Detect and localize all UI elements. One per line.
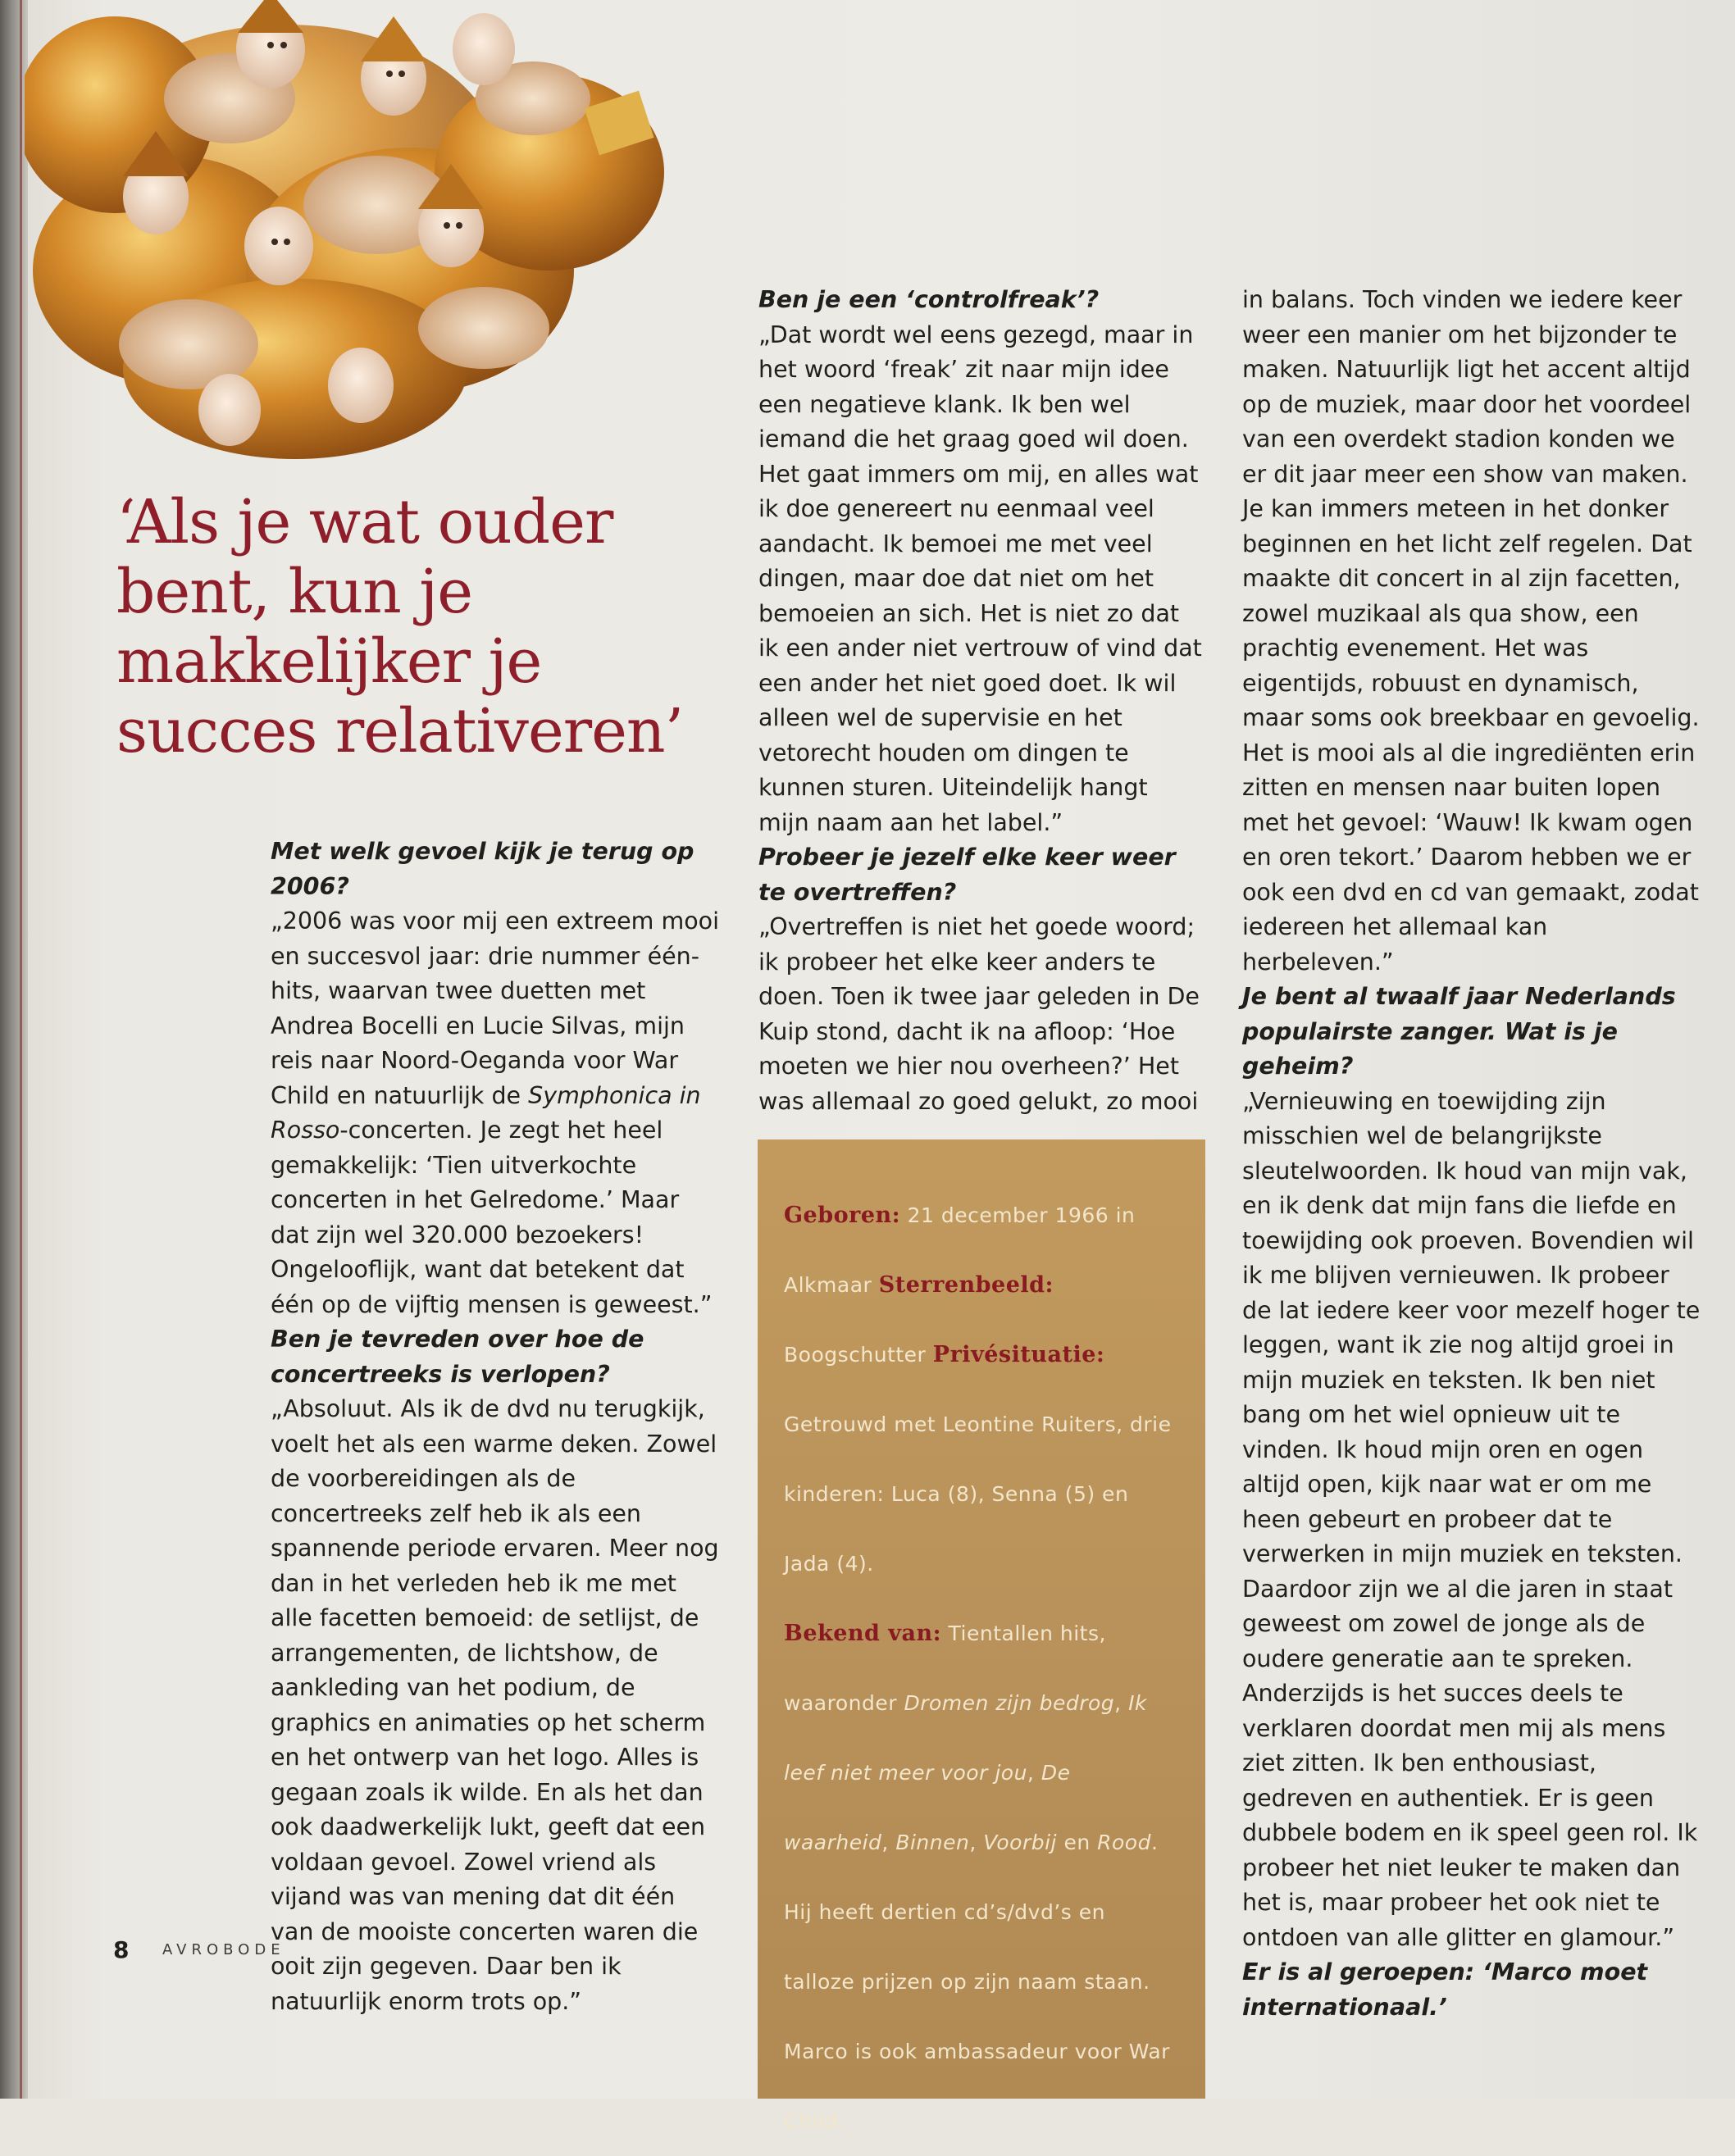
separator: en — [1057, 1831, 1098, 1854]
answer-1 — [271, 904, 723, 1322]
question-2: Ben je tevreden over hoe de concertreeks is verlopen? — [271, 1326, 644, 1388]
born-label: Geboren: — [784, 1203, 901, 1228]
text-column-1 — [271, 835, 723, 2019]
answer-4: „Overtreffen is niet het goede woord; ik probeer het elke keer anders te doen. Toen ik twee jaar geleden in De Kuip stond, dacht ik na afloop: ‘Hoe moeten we hier nou overheen?’ Het was allemaal zo goed gelukt, zo mooi — [758, 913, 1200, 1115]
question-3: Ben je een ‘controlfreak’? — [758, 286, 1100, 313]
separator: , — [1114, 1691, 1129, 1715]
answer-1-text-a: „2006 was voor mij een extreem mooi en succesvol jaar: drie nummer één-hits, waarvan twee duetten met Andrea Bocelli en Lucie Silvas, mijn reis naar Noord-Oeganda voor War Child en natuurlijk de — [271, 907, 720, 1109]
separator: , — [881, 1831, 896, 1854]
known-outro: . Hij heeft dertien cd’s/dvd’s en talloze prijzen op zijn naam staan. Marco is ook ambassadeur voor War Child. — [784, 1831, 1170, 2133]
question-5: Je bent al twaalf jaar Nederlands populairste zanger. Wat is je geheim? — [1242, 983, 1676, 1080]
sign-value: Boogschutter — [784, 1343, 933, 1367]
question-6: Er is al geroepen: ‘Marco moet internationaal.’ — [1242, 1958, 1648, 2021]
answer-4-continued: in balans. Toch vinden we iedere keer weer een manier om het bijzonder te maken. Natuurlijk ligt het accent altijd op de muziek, maar door het voordeel van een overdekt stadion konden we er dit jaar meer een show van maken. Je kan immers meteen in het donker beginnen en het licht zelf regelen. Dat maakte dit concert in al zijn facetten, zowel muzikaal als qua show, een prachtig evenement. Het was eigentijds, robuust en dynamisch, maar soms ook breekbaar en gevoelig. Het is mooi als al die ingrediënten erin zitten en mensen naar buiten lopen met het gevoel: ‘Wauw! Ik kwam ogen en oren tekort.’ Daarom hebben we er ook een dvd en cd van gemaakt, zodat iedereen het allemaal kan herbeleven.” — [1242, 286, 1700, 976]
answer-5: „Vernieuwing en toewijding zijn misschien wel de belangrijkste sleutelwoorden. Ik houd van mijn vak, en ik denk dat mijn fans die liefde en toewijding ook proeven. Bovendien wil ik me blijven vernieuwen. Ik probeer de lat iedere keer voor mezelf hoger te leggen, want ik zie nog altijd groei in mijn muziek en teksten. Ik ben niet bang om het wiel opnieuw uit te vinden. Ik houd mijn oren en ogen altijd open, kijk naar wat er om me heen gebeurt en probeer dat te verwerken in mijn muziek en teksten. Daardoor zijn we al die jaren in staat geweest om zowel de jonge als de oudere generatie aan te spreken. Anderzijds is het succes deels te verklaren doordat men mij als mens ziet zitten. Ik ben enthousiast, gedreven en authentiek. Er is geen dubbele bodem en ik speel geen rol. Ik probeer het niet leuker te maken dan het is, maar probeer het ook niet te ontdoen van alle glitter en glamour.” — [1242, 1087, 1701, 1951]
question-4: Probeer je jezelf elke keer weer te overtreffen? — [758, 844, 1176, 906]
answer-1-text-b: -concerten. Je zegt het heel gemakkelijk: ‘Tien uitverkochte concerten in het Gelredome.’ Maar dat zijn wel 320.000 bezoekers! Ongelooflijk, want dat betekent dat één op de vijftig mensen is geweest.” — [271, 1117, 713, 1318]
separator: , — [969, 1831, 984, 1854]
question-1: Met welk gevoel kijk je terug op 2006? — [271, 838, 694, 900]
answer-3: „Dat wordt wel eens gezegd, maar in het woord ‘freak’ zit naar mijn idee een negatieve klank. Ik ben wel iemand die het graag goed wil doen. Het gaat immers om mij, en alles wat ik doe genereert nu eenmaal veel aandacht. Ik bemoei me met veel dingen, maar doe dat niet om het bemoeien an sich. Het is niet zo dat ik een ander niet vertrouw of vind dat een ander het niet goed doet. Ik wil alleen wel de supervisie en het vetorecht houden om dingen te kunnen sturen. Uiteindelijk hangt mijn naam aan het label.” — [758, 321, 1202, 836]
known-label: Bekend van: — [784, 1621, 942, 1646]
song-title: Rood — [1097, 1831, 1151, 1854]
private-label: Privésituatie: — [932, 1342, 1105, 1367]
private-value: Getrouwd met Leontine Ruiters, drie kinderen: Luca (8), Senna (5) en Jada (4). — [784, 1412, 1172, 1576]
page-spine-shadow — [0, 0, 28, 2099]
page-number: 8 — [113, 1936, 130, 1963]
song-title: Dromen zijn bedrog — [904, 1691, 1115, 1715]
infobox-text — [784, 1180, 1177, 2156]
concert-title: Symphonica in Rosso — [271, 1081, 701, 1144]
article-headline: ‘Als je wat ouder bent, kun je makkelijker je succes relativeren’ — [116, 487, 684, 766]
sign-label: Sterrenbeeld: — [878, 1272, 1054, 1298]
song-title: Binnen — [895, 1831, 970, 1854]
text-column-2 — [758, 283, 1205, 1119]
page-edge-line — [20, 0, 22, 2099]
song-title: Voorbij — [983, 1831, 1058, 1854]
jester-dolls-photo — [25, 0, 681, 492]
separator: , — [1027, 1761, 1041, 1785]
born-value: 21 december 1966 in Alkmaar — [784, 1203, 1136, 1297]
song-title: De waarheid — [784, 1761, 1071, 1854]
answer-2: „Absoluut. Als ik de dvd nu terugkijk, voelt het als een warme deken. Zowel de voorbereidingen als de concertreeks zelf heb ik als een spannende periode ervaren. Meer nog dan in het verleden heb ik me met alle facetten bemoeid: de setlijst, de arrangementen, de lichtshow, de aankleding van het podium, de graphics en animaties op het scherm en het ontwerp van het logo. Alles is gegaan zoals ik wilde. En als het dan ook daadwerkelijk lukt, geeft dat een voldaan gevoel. Zowel vriend als vijand was van mening dat dit één van de mooiste concerten waren die ooit zijn gegeven. Daar ben ik natuurlijk enorm trots op.” — [271, 1395, 719, 2015]
text-column-3 — [1242, 283, 1701, 2025]
profile-infobox — [758, 1139, 1205, 2133]
magazine-name: AVROBODE — [162, 1941, 285, 1958]
known-intro: Tientallen hits, waaronder — [784, 1622, 1106, 1715]
song-title: Ik leef niet meer voor jou — [784, 1691, 1147, 1785]
